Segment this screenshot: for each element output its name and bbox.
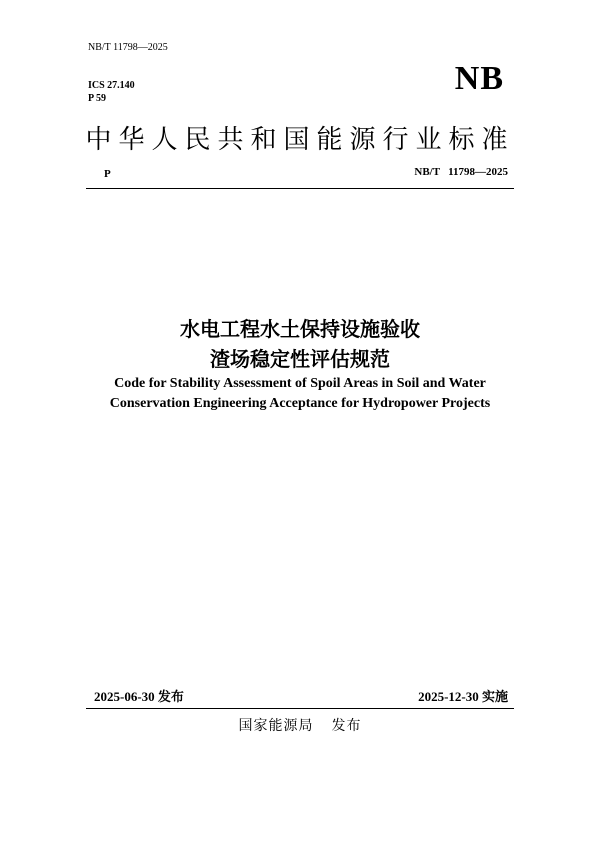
standard-number: NB/T 11798—2025: [414, 166, 508, 178]
ccs-code: P 59: [88, 93, 107, 104]
issuer-line: [0, 715, 600, 735]
bottom-divider: [86, 708, 514, 709]
classification-block: [88, 79, 135, 105]
category-code: P: [104, 168, 111, 180]
implement-date-block: [418, 686, 508, 705]
ics-code: ICS 27.140: [88, 80, 135, 91]
implement-label: 实施: [481, 690, 508, 705]
title-zh-line2: 渣场稳定性评估规范: [210, 347, 390, 371]
top-divider: [86, 188, 514, 189]
title-zh-line1: 水电工程水土保持设施验收: [180, 317, 420, 341]
publish-date: 2025-06-30: [94, 689, 155, 704]
issuer-name: 国家能源局: [238, 718, 314, 734]
publish-label: 发布: [157, 690, 184, 705]
org-title: 中华人民共和国能源行业标准: [85, 125, 515, 155]
implement-date: 2025-12-30: [418, 689, 479, 704]
top-standard-code: NB/T 11798—2025: [88, 42, 168, 53]
issuer-label: 发布: [331, 718, 362, 734]
title-en-line2: Conservation Engineering Acceptance for Hydropower Projects: [109, 396, 491, 411]
title-en-line1: Code for Stability Assessment of Spoil Areas in Soil and Water: [114, 376, 486, 391]
nb-logo: NB: [454, 60, 504, 97]
publish-date-block: [94, 686, 184, 705]
